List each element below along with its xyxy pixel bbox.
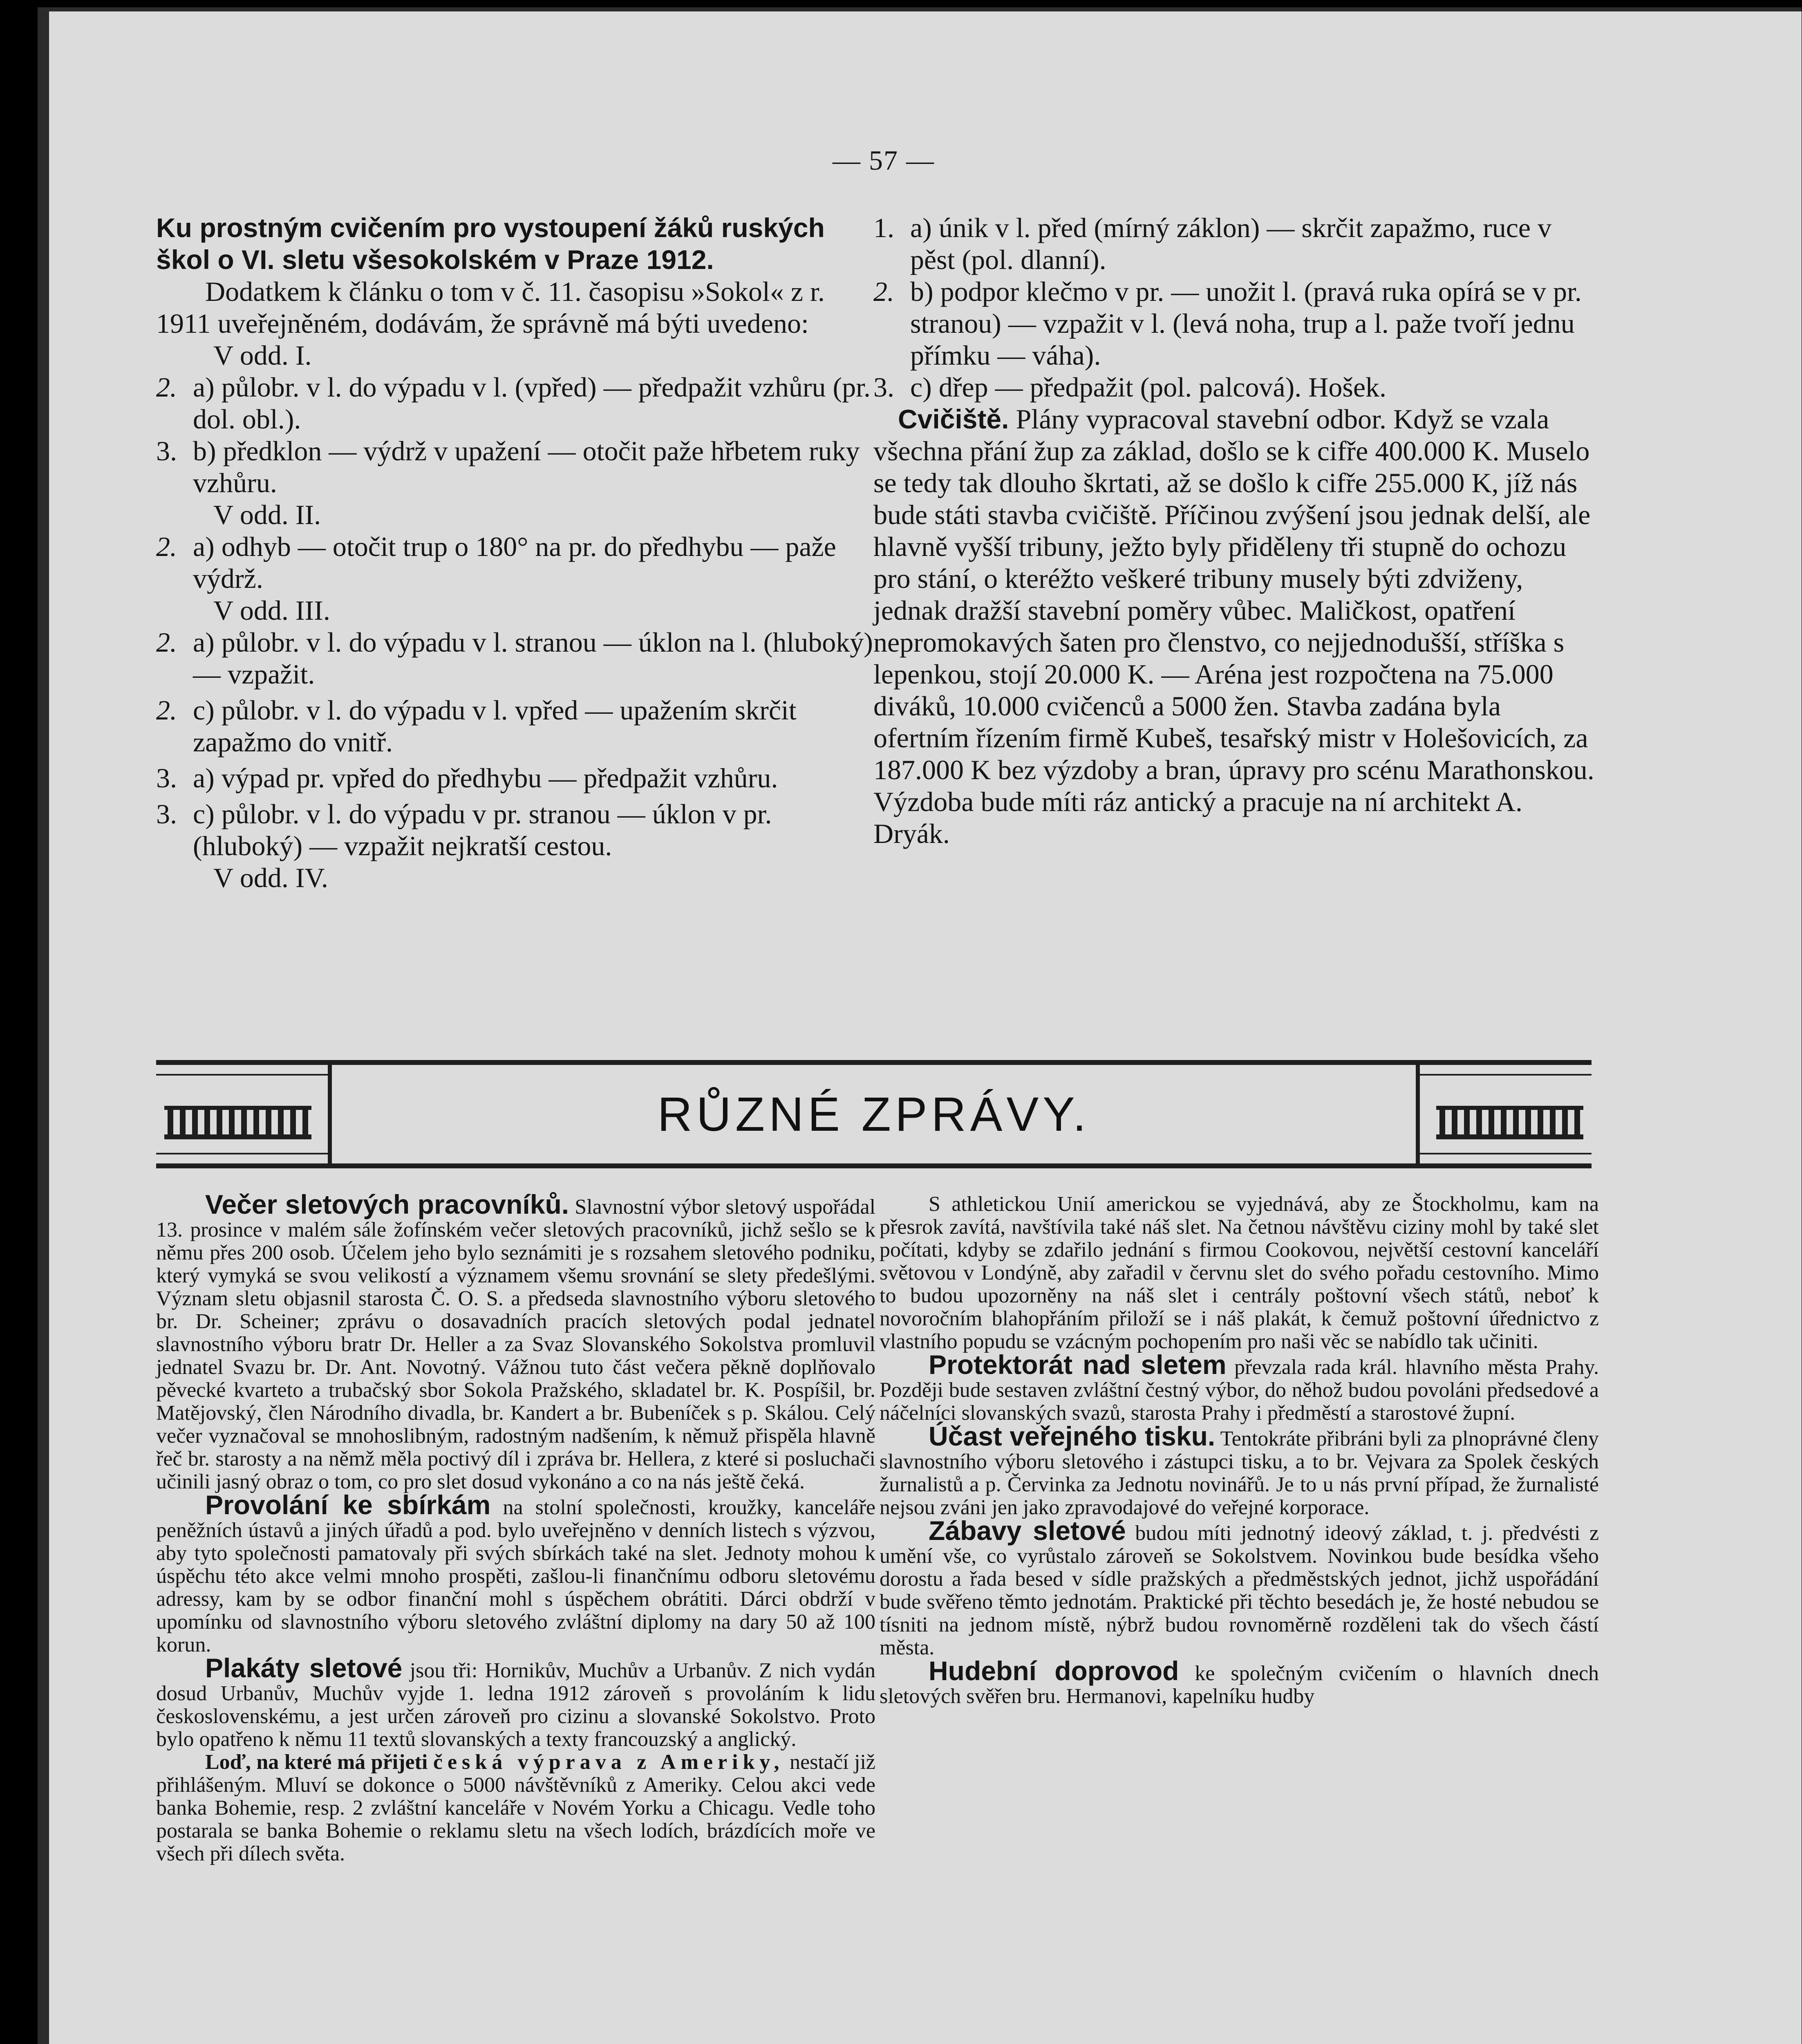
news-item: Hudební doprovod ke společným cvičením o hlavních dnech sletových svěřen bru. Hermanovi, kapelníku hudby: [880, 1656, 1599, 1708]
exercise-item: 2. b) podpor klečmo v pr. — unožit l. (pravá ruka opírá se v pr. stranou) — vzpažit v l. (levá noha, trup a l. paže tvoří jednu přímku — váha).: [873, 276, 1582, 371]
news-item: Protektorát nad sletem převzala rada král. hlavního města Prahy. Později bude sestaven zvláštní čestný výbor, do něhož budou povoláni předsedové a náčelníci slovanských svazů, starosta Prahy i předměstí a starostové župní.: [880, 1349, 1599, 1425]
exercise-item: 3. b) předklon — výdrž v upažení — otočit paže hřbetem ruky vzhůru.: [156, 435, 860, 498]
section-banner: [156, 1060, 1592, 1168]
signature: Hošek.: [1308, 372, 1387, 403]
news-item: Večer sletových pracovníků. Slavnostní výbor sletový uspořádal 13. prosince v malém sále žofínském večer sletových pracovníků, jichž sešlo se k němu přes 200 osob. Účelem jeho bylo seznámiti je s rozsahem sletového podniku, který vymyká se svou velikostí a významem všemu srovnání se slety předešlými. Význam sletu objasnil starosta Č. O. S. a předseda slavnostního výboru sletového br. Dr. Scheiner; zprávu o dosavadních pracích sletových podal jednatel slavnostního výboru bratr Dr. Heller a za Svaz Slovanského Sokolstva promluvil jednatel Svazu br. Dr. Ant. Novotný. Vážnou tuto část večera pěkně doplňovalo pěvecké kvarteto a trubačský sbor Sokola Pražského, skladatel br. K. Pospíšil, br. Matějovský, člen Národního divadla, br. Kandert a br. Bubeníček s p. Skálou. Celý večer vyznačoval se mnohoslibným, radostným nadšením, k němuž přispěla hlavně řeč br. starosty a na němž měla poctivý díl i zpráva br. Hellera, z které si posluchači učinili jasný obraz o tom, co pro slet dosud vykonáno a co na nás ještě čeká.: [156, 1189, 876, 1493]
exercise-item: 2. a) odhyb — otočit trup o 180° na pr. do předhybu — paže výdrž.: [156, 531, 836, 594]
news-item: Plakáty sletové jsou tři: Hornikův, Muchův a Urbanův. Z nich vydán dosud Urbanův, Muchův vyjde 1. ledna 1912 zároveň s provoláním k lidu československému, a jest určen zároveň pro cizinu a slovanské Sokolstvo. Proto bylo opatřeno k němu 11 textů slovanských a texty francouzský a anglický.: [156, 1653, 875, 1751]
exercise-item: 3. a) výpad pr. vpřed do předhybu — předpažit vzhůru.: [156, 762, 778, 793]
right-column: [873, 212, 1599, 849]
exercise-item: 1. a) únik v l. před (mírný záklon) — skrčit zapažmo, ruce v pěst (pol. dlanní).: [873, 212, 1552, 275]
cviciste-paragraph: Cvičiště. Plány vypracoval stavební odbor. Když se vzala všechna přání žup za základ, došlo se k cifře 400.000 K. Muselo se tedy tak dlouho škrtati, až se došlo k cifře 255.000 K, jíž nás bude státi stavba cvičiště. Příčinou zvýšení jsou jednak delší, ale hlavně vyšší tribuny, ježto byly přiděleny tři stupně do ochozu pro stání, o kteréžto veškeré tribuny musely býti zdviženy, jednak dražší stavební poměry vůbec. Maličkost, opatření nepromokavých šaten pro členstvo, co nejjednodušší, stříška s lepenkou, stojí 20.000 K. — Aréna jest rozpočtena na 75.000 diváků, 10.000 cvičenců a 5000 žen. Stavba zadána byla ofertním řízením firmě Kubeš, tesařský mistr v Holešovicích, za 187.000 K bez výzdoby a bran, úpravy pro scénu Marathonskou. Výzdoba bude míti ráz antický a pracuje na ní architekt A. Dryák.: [873, 403, 1594, 849]
section-heading: V odd. I.: [213, 340, 312, 371]
left-column: [156, 212, 880, 894]
article-title: Ku prostným cvičením pro vystoupení žáků ruských škol o VI. sletu všesokolském v Praze 1912.: [156, 213, 825, 275]
news-item: Zábavy sletové budou míti jednotný ideový základ, t. j. předvésti z umění vše, co vyrůstalo zároveň se Sokolstvem. Novinkou bude besídka všeho dorostu a řada besed v sídle pražských a předměstských jednot, jichž uspořádání bude svěřeno těmto jednotám. Praktické při těchto besedách je, že hosté nebudou se tísniti na jednom místě, nýbrž budou rovnoměrně rozděleni tak do všech částí města.: [880, 1515, 1599, 1659]
news-item: Provolání ke sbírkám na stolní společnosti, kroužky, kanceláře peněžních ústavů a jiných úřadů a pod. bylo uveřejněno v denních listech s výzvou, aby tyto společnosti pamatovaly při svých sbírkách také na slet. Jednoty mohou k úspěchu této akce velmi mnoho prospěti, zašlou-li finančnímu odboru sletovému adressy, kam by se odbor finanční mohl s úspěchem obrátiti. Dárci obdrží v upomínku od slavnostního výboru sletového zvláštní diplomy na dary 50 až 100 korun.: [156, 1490, 875, 1656]
section-heading: V odd. III.: [213, 595, 330, 626]
balustrade-ornament-icon: [1436, 1073, 1583, 1155]
news-item: S athletickou Unií americkou se vyjednává, aby ze Štockholmu, kam na přesrok zavítá, navštívila také náš slet. Na četnou návštěvu ciziny mohl by také slet počítati, kdyby se zdařilo jednání s firmou Cookovou, největší cestovní kanceláří světovou v Londýně, aby zařadil v červnu slet do svého pořadu cestovního. Mimo to budou upozorněny na náš slet i centrály poštovní všech států, neboť k novoročním blahopřáním přiloží se i náš plakát, k čemuž poštovní úřednictvo z vlastního popudu se vzácným pochopením pro naši věc se nabídlo tak učiniti.: [880, 1192, 1599, 1353]
scanned-page: [38, 7, 1802, 2044]
news-left-column: [156, 1189, 876, 1865]
banner-title: RŮZNÉ ZPRÁVY.: [328, 1065, 1420, 1163]
news-item: Účast veřejného tisku. Tentokráte přibráni byli za plnoprávné členy slavnostního výboru sletového i zástupci tisku, a to br. Vejvara za Spolek českých žurnalistů a p. Červinka za Jednotu novinářů. Je to u nás první případ, že žurnalisté nejsou zváni jen jako zpravodajové do veřejné korporace.: [880, 1421, 1599, 1519]
exercise-item: 2. a) půlobr. v l. do výpadu v l. stranou — úklon na l. (hluboký) — vzpažit.: [156, 627, 873, 690]
section-heading: V odd. II.: [213, 499, 321, 530]
section-heading: V odd. IV.: [213, 862, 328, 893]
exercise-item: 3. c) dřep — předpažit (pol. palcová). Hošek.: [873, 372, 1387, 403]
exercise-item: 2. c) půlobr. v l. do výpadu v l. vpřed — upažením skrčit zapažmo do vnitř.: [156, 695, 797, 758]
exercise-item: 3. c) půlobr. v l. do výpadu v pr. stranou — úklon v pr. (hluboký) — vzpažit nejkratší cestou.: [156, 798, 772, 861]
page-number: — 57 —: [833, 145, 935, 176]
cviciste-heading: Cvičiště.: [898, 404, 1009, 434]
news-right-column: [880, 1193, 1599, 1708]
article-intro: Dodatkem k článku o tom v č. 11. časopisu »Sokol« z r. 1911 uveřejněném, dodávám, že správně má býti uvedeno:: [156, 276, 825, 339]
balustrade-ornament-icon: [164, 1073, 311, 1155]
exercise-item: 2. a) půlobr. v l. do výpadu v l. (vpřed) — předpažit vzhůru (pr. dol. obl.).: [156, 372, 871, 435]
news-item: Loď, na které má přijeti česká výprava z Ameriky, nestačí již přihlášeným. Mluví se dokonce o 5000 návštěvníků z Ameriky. Celou akci vede banka Bohemie, resp. 2 zvláštní kanceláře v Novém Yorku a Chicagu. Vedle toho postarala se banka Bohemie o reklamu sletu na všech lodích, brázdících moře ve všech při dílech světa.: [156, 1750, 875, 1865]
